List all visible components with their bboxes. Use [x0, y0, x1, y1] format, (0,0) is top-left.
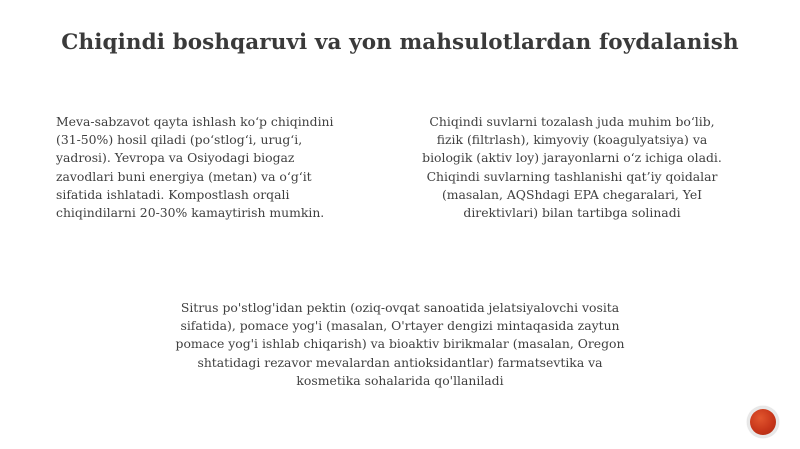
left-text-line: (31-50%) hosil qiladi (po‘stlog‘i, urug‘i,	[56, 132, 303, 148]
bottom-text-line: pomace yog'i ishlab chiqarish) va bioaktiv birikmalar (masalan, Oregon	[175, 336, 625, 352]
right-text-block	[392, 113, 752, 222]
right-text-line: fizik (filtrlash), kimyoviy (koagulyatsiya) va	[436, 132, 708, 148]
bottom-text-line: kosmetika sohalarida qo'llaniladi	[296, 372, 504, 388]
left-text-line: chiqindilarni 20-30% kamaytirish mumkin.	[56, 205, 325, 221]
nav-circle-button[interactable]	[747, 406, 779, 438]
right-text-line: direktivlari) bilan tartibga solinadi	[463, 205, 681, 221]
right-text-line: biologik (aktiv loy) jarayonlarni o‘z ichiga oladi.	[422, 150, 722, 166]
bottom-text-line: shtatidagi rezavor mevalardan antioksidantlar) farmatsevtika va	[197, 354, 603, 370]
right-text-line: (masalan, AQShdagi EPA chegaralari, YeI	[441, 186, 703, 202]
right-text-line: Chiqindi suvlarning tashlanishi qat’iy qoidalar	[426, 168, 718, 184]
bottom-text-line: sifatida), pomace yog'i (masalan, O'rtayer dengizi mintaqasida zaytun	[180, 318, 620, 334]
bottom-text-block	[130, 299, 670, 390]
left-text-line: yadrosi). Yevropa va Osiyodagi biogaz	[56, 150, 295, 166]
right-text-line: Chiqindi suvlarni tozalash juda muhim bo‘lib,	[429, 114, 715, 129]
slide-title: Chiqindi boshqaruvi va yon mahsulotlardan foydalanish	[61, 30, 739, 55]
circle-button-icon	[750, 409, 776, 435]
left-text-line: sifatida ishlatadi. Kompostlash orqali	[56, 186, 290, 202]
left-text-line: Meva-sabzavot qayta ishlash ko‘p chiqindini	[56, 114, 334, 129]
bottom-text-line: Sitrus po'stlog'idan pektin (oziq-ovqat sanoatida jelatsiyalovchi vosita	[180, 300, 620, 315]
left-text-line: zavodlari buni energiya (metan) va o‘g‘it	[56, 168, 312, 184]
left-text-block	[56, 113, 392, 222]
